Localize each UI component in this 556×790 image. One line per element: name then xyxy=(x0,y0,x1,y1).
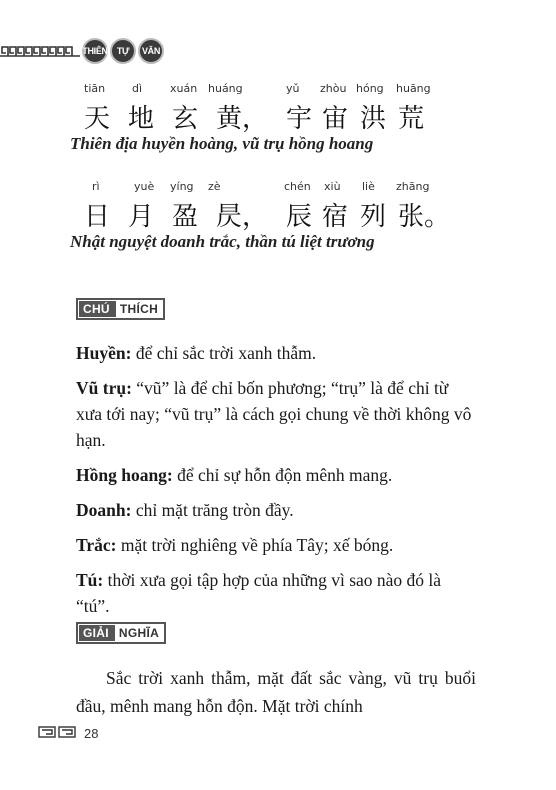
pinyin: dì xyxy=(132,82,143,95)
hanzi: 玄 xyxy=(172,104,199,134)
pinyin: zhāng xyxy=(396,180,430,193)
hanzi: 天 xyxy=(84,104,111,134)
note-text: “vũ” là để chỉ bốn phương; “trụ” là để chỉ từ xưa tới nay; “vũ trụ” là cách gọi chung về thời không vô hạn. xyxy=(76,378,472,450)
title-word-1: THIÊN xyxy=(82,38,108,64)
hanzi: 宇 xyxy=(286,104,313,134)
label-part: THÍCH xyxy=(114,301,162,317)
verse-1 xyxy=(70,82,460,154)
pinyin: xuán xyxy=(170,82,198,95)
pinyin: chén xyxy=(284,180,311,193)
pinyin: huáng xyxy=(208,82,243,95)
pinyin: liè xyxy=(362,180,375,193)
hanzi: 黄， xyxy=(216,104,269,134)
hanzi: 宿 xyxy=(322,202,349,232)
page-number: 28 xyxy=(84,726,99,741)
label-part: NGHĨA xyxy=(113,625,163,641)
hanzi: 荒 xyxy=(398,104,425,134)
label-part: CHÚ xyxy=(79,301,114,317)
hanzi: 洪 xyxy=(360,104,387,134)
note-text: chỉ mặt trăng tròn đầy. xyxy=(131,500,294,520)
note-item xyxy=(76,462,476,488)
pinyin: rì xyxy=(92,180,100,193)
hanzi: 昃， xyxy=(216,202,269,232)
pinyin-row xyxy=(80,180,460,196)
pinyin: yíng xyxy=(170,180,194,193)
title-word-3: VĂN xyxy=(138,38,164,64)
pinyin: xiù xyxy=(324,180,341,193)
note-term: Huyền: xyxy=(76,343,132,363)
pinyin: yuè xyxy=(134,180,155,193)
hanzi-row xyxy=(80,98,460,134)
note-term: Vũ trụ: xyxy=(76,378,132,398)
note-text: mặt trời nghiêng về phía Tây; xế bóng. xyxy=(116,535,394,555)
note-text: thời xưa gọi tập hợp của những vì sao nào đó là “tú”. xyxy=(76,570,442,616)
meander-ornament-icon xyxy=(0,44,80,58)
hanzi: 张。 xyxy=(398,202,451,232)
page-header xyxy=(0,38,164,64)
hanzi: 列 xyxy=(360,202,387,232)
hanzi: 辰 xyxy=(286,202,313,232)
hanzi: 盈 xyxy=(172,202,199,232)
verse-2 xyxy=(70,180,460,252)
explain-section-label xyxy=(76,622,166,644)
pinyin: huāng xyxy=(396,82,431,95)
vietnamese-transliteration: Nhật nguyệt doanh trắc, thần tú liệt trương xyxy=(70,232,375,251)
notes-section-label xyxy=(76,298,165,320)
pinyin: zhòu xyxy=(320,82,347,95)
explanation-paragraph: Sắc trời xanh thẫm, mặt đất sắc vàng, vũ trụ buổi đầu, mênh mang hỗn độn. Mặt trời chính xyxy=(76,668,476,716)
meander-footer-icon xyxy=(38,726,76,741)
page-footer xyxy=(38,726,98,741)
note-item xyxy=(76,375,476,453)
note-text: để chỉ sự hỗn độn mênh mang. xyxy=(172,465,393,485)
note-item xyxy=(76,497,476,523)
pinyin: hóng xyxy=(356,82,384,95)
notes-list xyxy=(76,340,476,628)
note-term: Trắc: xyxy=(76,535,117,555)
note-term: Tú: xyxy=(76,570,104,590)
note-item xyxy=(76,567,476,619)
note-text: để chỉ sắc trời xanh thẫm. xyxy=(131,343,317,363)
vietnamese-transliteration: Thiên địa huyền hoàng, vũ trụ hồng hoang xyxy=(70,134,374,153)
note-term: Hồng hoang: xyxy=(76,465,173,485)
pinyin: tiān xyxy=(84,82,106,95)
pinyin: zè xyxy=(208,180,221,193)
note-item xyxy=(76,532,476,558)
note-item xyxy=(76,340,476,366)
pinyin: yǔ xyxy=(286,82,300,95)
pinyin-row xyxy=(80,82,460,98)
hanzi: 地 xyxy=(128,104,155,134)
title-word-2: TỰ xyxy=(110,38,136,64)
label-part: GIẢI xyxy=(79,625,113,641)
hanzi: 月 xyxy=(128,202,155,232)
note-term: Doanh: xyxy=(76,500,132,520)
hanzi-row xyxy=(80,196,460,232)
book-title xyxy=(82,38,164,64)
hanzi: 日 xyxy=(84,202,111,232)
hanzi: 宙 xyxy=(322,104,349,134)
